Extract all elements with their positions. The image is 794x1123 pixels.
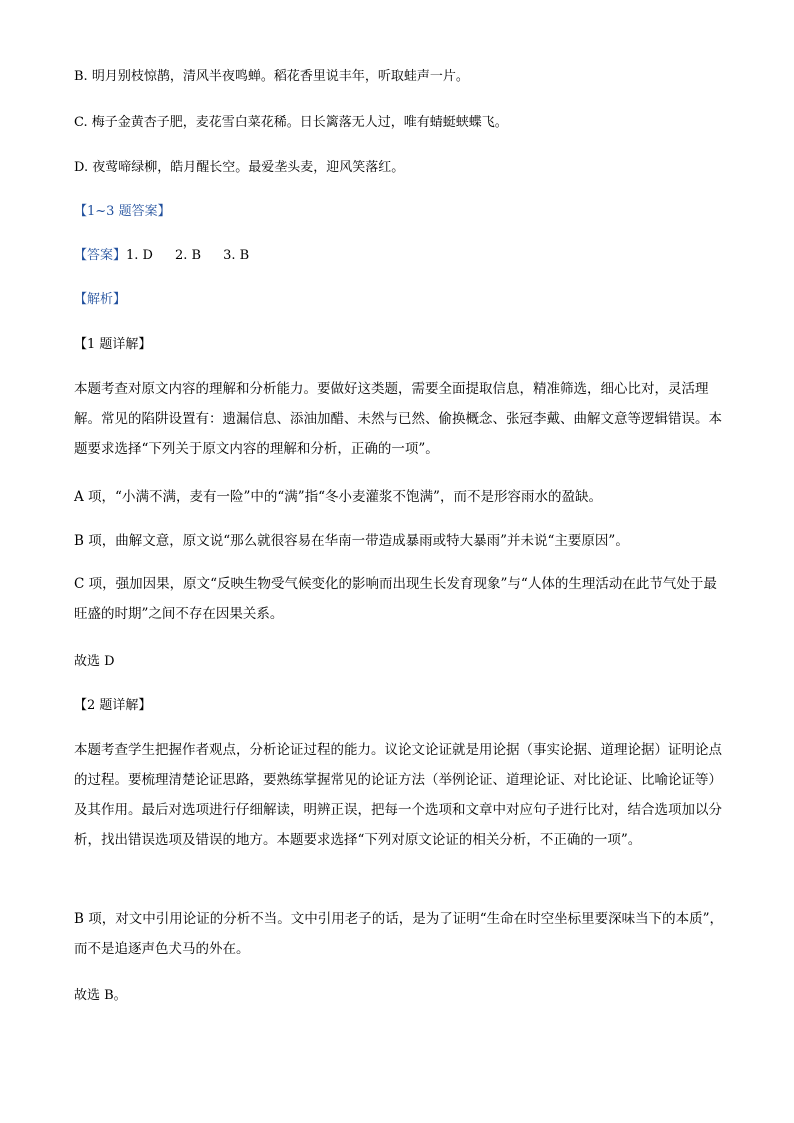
detail1-conclusion: 故选 D: [74, 654, 115, 669]
detail2-option-b: B 项，对文中引用论证的分析不当。文中引用老子的话，是为了证明“生命在时空坐标里要深味当下的本质”，而不是追逐声色犬马的外在。: [74, 911, 724, 957]
answer-line: [74, 246, 249, 265]
answer-1: 1. D: [126, 248, 153, 263]
answer-3: 3. B: [223, 248, 250, 263]
option-c: C. 梅子金黄杏子肥，麦花雪白菜花稀。日长篱落无人过，唯有蜻蜓蛱蝶飞。: [74, 115, 508, 130]
option-d: D. 夜莺啼绿柳，皓月醒长空。最爱垄头麦，迎风笑落红。: [74, 160, 405, 175]
detail1-option-b: B 项，曲解文意，原文说“那么就很容易在华南一带造成暴雨或特大暴雨”并未说“主要原因”。: [74, 533, 629, 549]
detail1-title: 【1 题详解】: [74, 337, 152, 352]
detail2-title: 【2 题详解】: [74, 698, 152, 713]
detail1-intro: 本题考查对原文内容的理解和分析能力。要做好这类题，需要全面提取信息，精准筛选，细心比对，灵活理解。常见的陷阱设置有：遗漏信息、添油加醋、未然与已然、偷换概念、张冠李戴、曲解文意等逻辑错误。本题要求选择“下列关于原文内容的理解和分析，正确的一项”。: [74, 381, 722, 457]
analysis-label: 【解析】: [74, 292, 127, 307]
detail1-option-a: A 项，“小满不满，麦有一险”中的“满”指“冬小麦灌浆不饱满”，而不是形容雨水的盈缺。: [74, 489, 602, 505]
answer-2: 2. B: [174, 248, 202, 263]
detail1-option-c: C 项，强加因果，原文“反映生物受气候变化的影响而出现生长发育现象”与“人体的生理活动在此节气处于最旺盛的时期”之间不存在因果关系。: [74, 576, 717, 622]
option-b: B. 明月别枝惊鹊，清风半夜鸣蝉。稻花香里说丰年，听取蛙声一片。: [74, 69, 469, 84]
answer-label: 【答案】: [74, 248, 127, 263]
answer-header: 【1~3 题答案】: [74, 204, 171, 219]
detail2-intro: 本题考查学生把握作者观点，分析论证过程的能力。议论文论证就是用论据（事实论据、道理论据）证明论点的过程。要梳理清楚论证思路，要熟练掌握常见的论证方法（举例论证、道理论证、对比论证、比喻论证等）及其作用。最后对选项进行仔细解读，明辨正误，把每一个选项和文章中对应句子进行比对，结合选项加以分析，找出错误选项及错误的地方。本题要求选择“下列对原文论证的相关分析，不正确的一项”。: [74, 742, 722, 848]
detail2-conclusion: 故选 B。: [74, 988, 127, 1003]
